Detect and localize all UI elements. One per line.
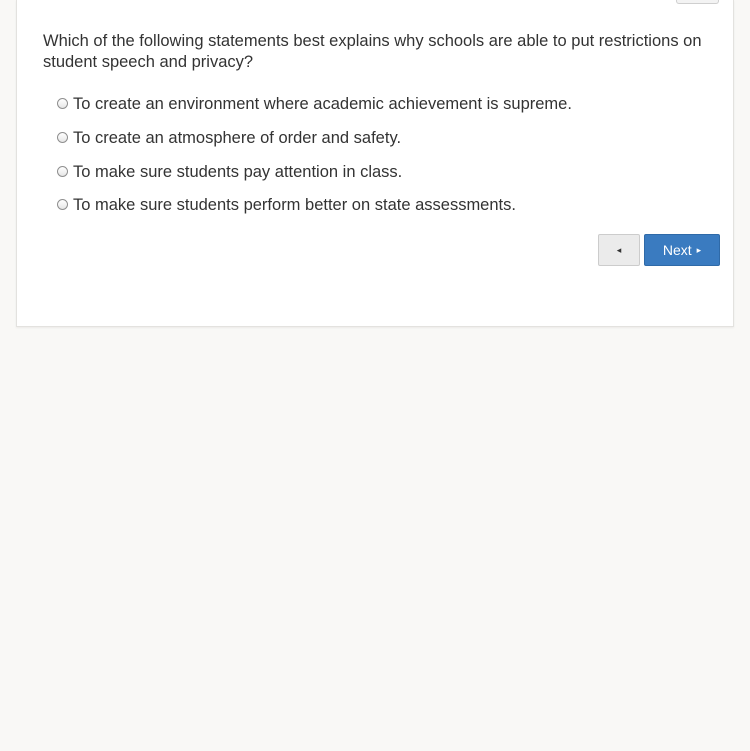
answer-choice-label[interactable]: To make sure students pay attention in class. xyxy=(73,162,403,181)
answer-choice[interactable] xyxy=(57,88,572,122)
triangle-left-icon: ◂ xyxy=(616,244,622,255)
question-text: Which of the following statements best explains why schools are able to put restrictions on student speech and privacy? xyxy=(43,32,702,71)
next-button-label: Next xyxy=(662,242,692,258)
answer-choice-label[interactable]: To make sure students perform better on state assessments. xyxy=(73,196,516,215)
radio-button[interactable] xyxy=(57,199,68,210)
triangle-right-icon: ▸ xyxy=(696,244,702,255)
collapsed-tab-button[interactable] xyxy=(676,0,719,4)
answer-choice-label[interactable]: To create an atmosphere of order and safety. xyxy=(73,129,402,148)
question-navigation xyxy=(598,234,720,266)
answer-choice-label[interactable]: To create an environment where academic achievement is supreme. xyxy=(73,95,572,114)
next-button[interactable] xyxy=(644,234,720,266)
answer-choice[interactable] xyxy=(57,155,572,189)
radio-button[interactable] xyxy=(57,98,68,109)
previous-button[interactable] xyxy=(598,234,640,266)
answer-choices xyxy=(57,88,572,223)
radio-button[interactable] xyxy=(57,166,68,177)
answer-choice[interactable] xyxy=(57,122,572,156)
answer-choice[interactable] xyxy=(57,189,572,223)
radio-button[interactable] xyxy=(57,132,68,143)
question-card xyxy=(16,0,734,327)
